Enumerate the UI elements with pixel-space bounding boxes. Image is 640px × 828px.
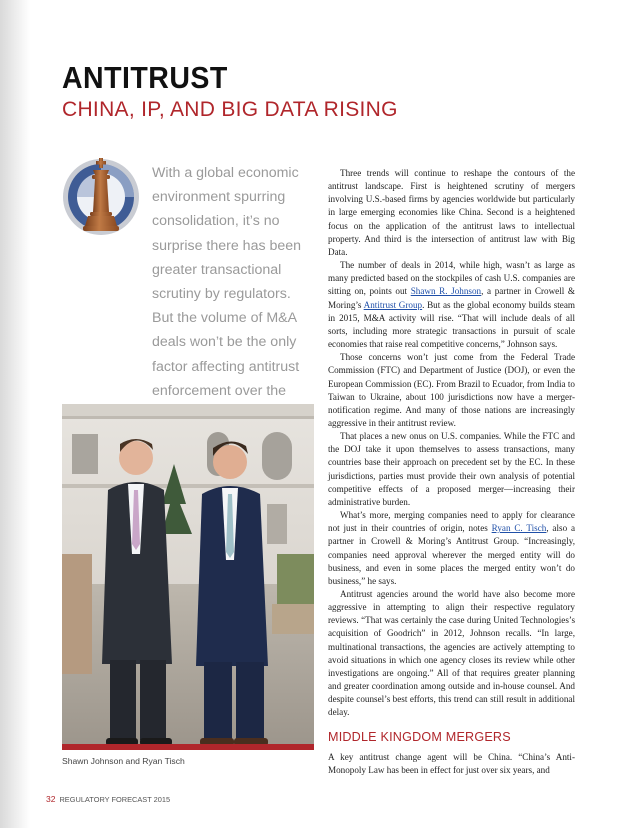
link-shawn-johnson[interactable]: Shawn R. Johnson [410,286,482,297]
photo-caption: Shawn Johnson and Ryan Tisch [62,756,185,766]
page-title: ANTITRUST [62,60,228,95]
page-footer [46,794,170,804]
article-paragraph: A key antitrust change agent will be China. “China’s Anti-Monopoly Law has been in effect for just over six years, and [328,751,575,775]
section-heading: MIDDLE KINGDOM MERGERS [328,729,511,744]
article-paragraph: Antitrust agencies around the world have also become more aggressive in attempting to align their respective regulatory reviews. “That was certainly the case during United Technologies’s acquisition of Goodrich” in 2012, Johnson recalls. “In large, multinational transactions, the agencies are actively attempting to avoid situations in which one agency closes its review while other investigations are ongoing.” All of that requires greater planning and greater coordination among outside and in-house counsel. And despite counsel’s best efforts, this trend can still result in additional delay. [328,589,575,718]
link-antitrust-group[interactable]: Antitrust Group [363,299,423,310]
page-number: 32 [46,794,56,804]
publication-name: REGULATORY FORECAST 2015 [59,795,171,804]
link-ryan-tisch[interactable]: Ryan C. Tisch [491,523,547,534]
article-paragraph: What’s more, merging companies need to apply for clearance not just in their countries of origin, notes Ryan C. Tisch, also a partner in Crowell & Moring’s Antitrust Group. “Increasingly, companies need approval wherever the merged entity will do business, and even in some places the merged entity won’t do business,” he says. [328,510,575,586]
article-paragraph: Those concerns won’t just come from the Federal Trade Commission (FTC) and Department of Justice (DOJ), or even the European Commission (EC). From Brazil to Ecuador, from India to Taiwan to Ukraine, about 100 jurisdictions now have a merger-notification regime. And many of those nations are increasingly aggressive in their antitrust review. [328,352,575,428]
page-edge-shadow [0,0,30,828]
article-body [328,167,575,777]
page-subtitle: CHINA, IP, AND BIG DATA RISING [62,98,398,121]
article-paragraph: The number of deals in 2014, while high, wasn’t as large as many predicted based on the stockpiles of cash U.S. companies are sitting on, points out Shawn R. Johnson, a partner in Crowell & Moring’s Antitrust Group. But as the global economy builds steam in 2015, M&A activity will rise. “That will include deals of all sorts, including more strategic transactions in pursuit of scale economies that raise real competitive concerns,” Johnson says. [328,260,576,350]
article-paragraph: Three trends will continue to reshape the contours of the antitrust landscape. First is heightened scrutiny of mergers involving U.S.-based firms by agencies worldwide but particularly in large emerging economies like China. Second is a heightened focus on the application of the antitrust laws to intellectual property. And third is the intersection of antitrust law with Big Data. [328,168,575,257]
chess-king-icon [62,158,140,236]
pull-quote: With a global economic environment spurring consolidation, it’s no surprise there has been greater transactional scrutiny by regulators. But the volume of M&A deals won’t be the only factor affecting antitrust enforcement over the [152,165,302,399]
article-paragraph: That places a new onus on U.S. companies. While the FTC and the DOJ take it upon themselves to assess transactions, many countries base their approach on precedent set by the EC. In these jurisdictions, parties must provide their own analysis of potential competitive effects of a proposed merger—increasing their administrative burden. [328,431,575,507]
photo-johnson-tisch [62,404,314,750]
